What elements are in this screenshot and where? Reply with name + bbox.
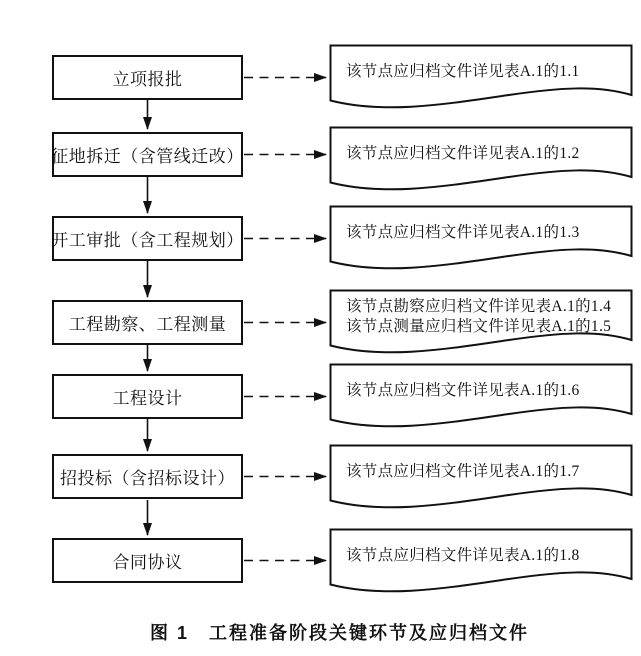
- doc-note-line: 该节点应归档文件详见表A.1的1.8: [346, 547, 580, 564]
- process-box-label: 工程勘察、工程测量: [68, 315, 227, 334]
- doc-note-text: [346, 291, 627, 343]
- doc-note-line: 该节点应归档文件详见表A.1的1.2: [346, 145, 580, 162]
- doc-note-line: 该节点测量应归档文件详见表A.1的1.5: [346, 318, 612, 335]
- doc-note-line: 该节点应归档文件详见表A.1的1.7: [346, 463, 580, 480]
- doc-note-1: [329, 44, 633, 112]
- process-box-label: 合同协议: [112, 553, 183, 572]
- process-box-survey-measurement: [52, 300, 243, 345]
- doc-note-2: [329, 126, 633, 194]
- doc-note-text: [346, 128, 627, 180]
- dashed-reference-arrows: [244, 78, 326, 561]
- doc-note-line: 该节点应归档文件详见表A.1的1.1: [346, 63, 580, 80]
- process-box-engineering-design: [52, 374, 243, 419]
- process-box-land-acquisition: [52, 132, 243, 177]
- process-box-project-approval: [52, 55, 243, 100]
- doc-note-line: 该节点勘察应归档文件详见表A.1的1.4: [346, 298, 612, 315]
- doc-note-line: 该节点应归档文件详见表A.1的1.6: [346, 382, 580, 399]
- doc-note-text: [346, 530, 627, 582]
- doc-note-7: [329, 528, 633, 596]
- doc-note-text: [346, 207, 627, 259]
- doc-note-text: [346, 365, 627, 417]
- process-box-contract-agreement: [52, 538, 243, 583]
- doc-note-6: [329, 444, 633, 512]
- process-box-label: 工程设计: [112, 389, 183, 408]
- doc-note-line: 该节点应归档文件详见表A.1的1.3: [346, 224, 580, 241]
- process-box-label: 立项报批: [112, 70, 183, 89]
- doc-note-4: [329, 289, 633, 357]
- doc-note-text: [346, 46, 627, 98]
- doc-note-text: [346, 446, 627, 498]
- process-box-construction-permit: [52, 216, 243, 261]
- doc-note-5: [329, 363, 633, 431]
- figure-caption: 图 1 工程准备阶段关键环节及应归档文件: [149, 623, 529, 643]
- process-box-label: 开工审批（含工程规划）: [51, 231, 244, 250]
- process-box-bidding: [52, 454, 243, 499]
- doc-note-3: [329, 205, 633, 273]
- process-box-label: 征地拆迁（含管线迁改）: [51, 147, 244, 166]
- process-box-label: 招投标（含招标设计）: [60, 469, 235, 488]
